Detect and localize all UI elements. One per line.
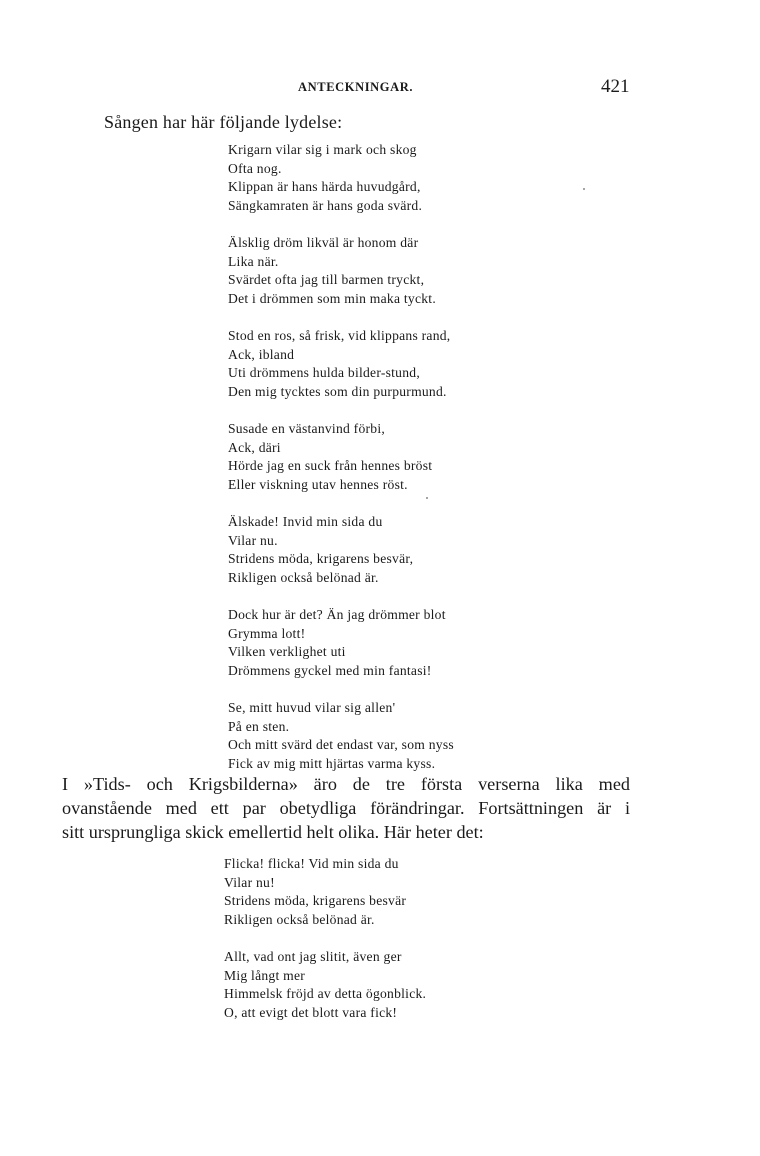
verse-line: Rikligen också belönad är.	[228, 569, 379, 585]
verse-line: Det i drömmen som min maka tyckt.	[228, 290, 436, 306]
verse-line: Ack, däri	[228, 439, 281, 455]
paragraph-line: ovanstående med ett par obetydliga förändringar. Fortsättningen är i	[62, 798, 630, 818]
verse-line: Susade en västanvind förbi,	[228, 421, 386, 436]
stanza	[228, 513, 454, 587]
verse-line: Ofta nog.	[228, 160, 282, 176]
verse-line: Fick av mig mitt hjärtas varma kyss.	[228, 755, 436, 771]
verse-line: Se, mitt huvud vilar sig allen'	[228, 700, 396, 715]
verse-line: Stridens möda, krigarens besvär	[224, 893, 407, 908]
paragraph-line: sitt ursprungliga skick emellertid helt olika. Här heter det:	[62, 822, 484, 842]
verse-line: Vilar nu!	[224, 874, 275, 890]
verse-line: Hörde jag en suck från hennes bröst	[228, 458, 433, 473]
verse-line: Ack, ibland	[228, 346, 295, 362]
stanza	[228, 234, 454, 308]
verse-line: Dock hur är det? Än jag drömmer blot	[228, 607, 446, 622]
verse-line: Älskade! Invid min sida du	[228, 514, 383, 529]
paper-speck	[426, 497, 428, 499]
verse-line: Och mitt svärd det endast var, som nyss	[228, 737, 454, 752]
stanza	[228, 327, 454, 401]
verse-line: Flicka! flicka! Vid min sida du	[224, 856, 399, 871]
verse-line: Himmelsk fröjd av detta ögonblick.	[224, 986, 427, 1001]
running-head	[0, 76, 760, 100]
verse-line: O, att evigt det blott vara fick!	[224, 1004, 398, 1020]
header-title: ANTECKNINGAR.	[298, 80, 414, 94]
verse-line: Svärdet ofta jag till barmen tryckt,	[228, 272, 425, 287]
stanza	[228, 606, 454, 680]
intro-line: Sången har här följande lydelse:	[104, 112, 343, 132]
verse-line: Vilken verklighet uti	[228, 644, 346, 659]
paper-speck	[583, 188, 585, 190]
paragraph-line: I »Tids- och Krigsbilderna» äro de tre första verserna lika med	[62, 774, 630, 794]
verse-line: Vilar nu.	[228, 532, 278, 548]
verse-line: Krigarn vilar sig i mark och skog	[228, 142, 417, 157]
stanza	[224, 855, 426, 929]
verse-line: Stridens möda, krigarens besvär,	[228, 551, 414, 566]
verse-line: Rikligen också belönad är.	[224, 911, 375, 927]
stanza	[224, 948, 426, 1022]
verse-line: Drömmens gyckel med min fantasi!	[228, 662, 432, 678]
stanza	[228, 420, 454, 494]
verse-line: Uti drömmens hulda bilder-stund,	[228, 365, 420, 380]
verse-line: Mig långt mer	[224, 967, 306, 983]
verse-line: Den mig tycktes som din purpurmund.	[228, 383, 447, 399]
commentary-paragraph	[62, 772, 630, 844]
stanza	[228, 699, 454, 773]
page-number: 421	[601, 76, 630, 97]
poem-first-version	[228, 141, 454, 792]
verse-line: Sängkamraten är hans goda svärd.	[228, 197, 423, 213]
verse-line: Grymma lott!	[228, 625, 306, 641]
verse-line: Älsklig dröm likväl är honom där	[228, 235, 419, 250]
verse-line: Eller viskning utav hennes röst.	[228, 476, 408, 492]
verse-line: Klippan är hans härda huvudgård,	[228, 179, 421, 194]
verse-line: Lika när.	[228, 253, 279, 269]
verse-line: På en sten.	[228, 718, 290, 734]
verse-line: Allt, vad ont jag slitit, även ger	[224, 949, 402, 964]
stanza	[228, 141, 454, 215]
poem-second-version	[224, 855, 426, 1041]
verse-line: Stod en ros, så frisk, vid klippans rand,	[228, 328, 451, 343]
